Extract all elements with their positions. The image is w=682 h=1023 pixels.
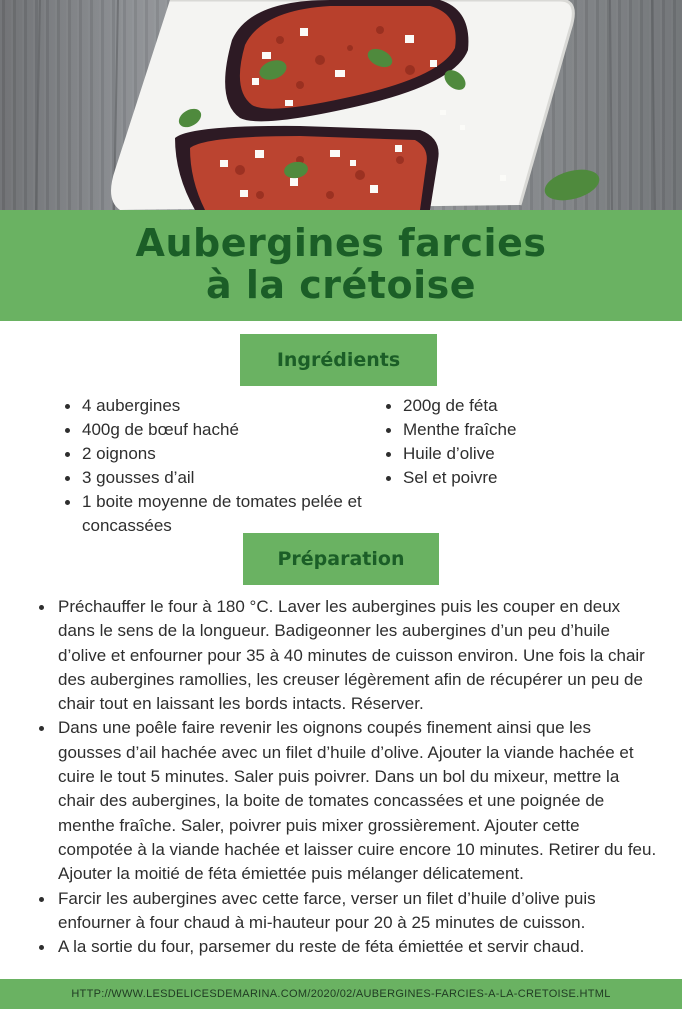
ingredients-heading: Ingrédients	[240, 334, 437, 386]
ingredient-item: 400g de bœuf haché	[82, 418, 377, 442]
preparation-steps	[58, 595, 658, 959]
preparation-heading: Préparation	[243, 533, 439, 585]
stuffed-aubergines-image	[0, 0, 682, 210]
ingredients-list-right	[403, 394, 643, 490]
ingredient-item: 3 gousses d’ail	[82, 466, 377, 490]
ingredient-item: 1 boite moyenne de tomates pelée et concassées	[82, 490, 377, 538]
preparation-step: Farcir les aubergines avec cette farce, verser un filet d’huile d’olive puis enfourner à four chaud à mi-hauteur pour 20 à 25 minutes de cuisson.	[58, 887, 658, 936]
source-url[interactable]: HTTP://WWW.LESDELICESDEMARINA.COM/2020/02/AUBERGINES-FARCIES-A-LA-CRETOISE.HTML	[0, 979, 682, 1009]
ingredient-item: Huile d’olive	[403, 442, 643, 466]
title-line-2: à la crétoise	[206, 263, 476, 307]
ingredient-item: Sel et poivre	[403, 466, 643, 490]
ingredient-item: Menthe fraîche	[403, 418, 643, 442]
title-line-1: Aubergines farcies	[135, 221, 547, 265]
recipe-title	[0, 222, 682, 306]
ingredient-item: 200g de féta	[403, 394, 643, 418]
preparation-step: A la sortie du four, parsemer du reste de féta émiettée et servir chaud.	[58, 935, 658, 959]
ingredient-item: 2 oignons	[82, 442, 377, 466]
preparation-step: Préchauffer le four à 180 °C. Laver les aubergines puis les couper en deux dans le sens de la longueur. Badigeonner les aubergines d’un peu d’huile d’olive et enfourner pour 35 à 40 minutes de cuisson environ. Une fois la chair des aubergines ramollies, les creuser légèrement afin de récupérer un peu de chair tout en laissant les bords intacts. Réserver.	[58, 595, 658, 716]
ingredient-item: 4 aubergines	[82, 394, 377, 418]
preparation-step: Dans une poêle faire revenir les oignons coupés finement ainsi que les gousses d’ail hachée avec un filet d’huile d’olive. Ajouter la viande hachée et cuire le tout 5 minutes. Saler puis poivrer. Dans un bol du mixeur, mettre la chair des aubergines, la boite de tomates concassées et une poignée de menthe fraîche. Saler, poivrer puis mixer grossièrement. Ajouter cette compotée à la viande hachée et laisser cuire encore 10 minutes. Retirer du feu. Ajouter la moitié de féta émiettée puis mélanger délicatement.	[58, 716, 658, 886]
dish-photo	[0, 0, 682, 210]
ingredients-list-left	[82, 394, 377, 538]
